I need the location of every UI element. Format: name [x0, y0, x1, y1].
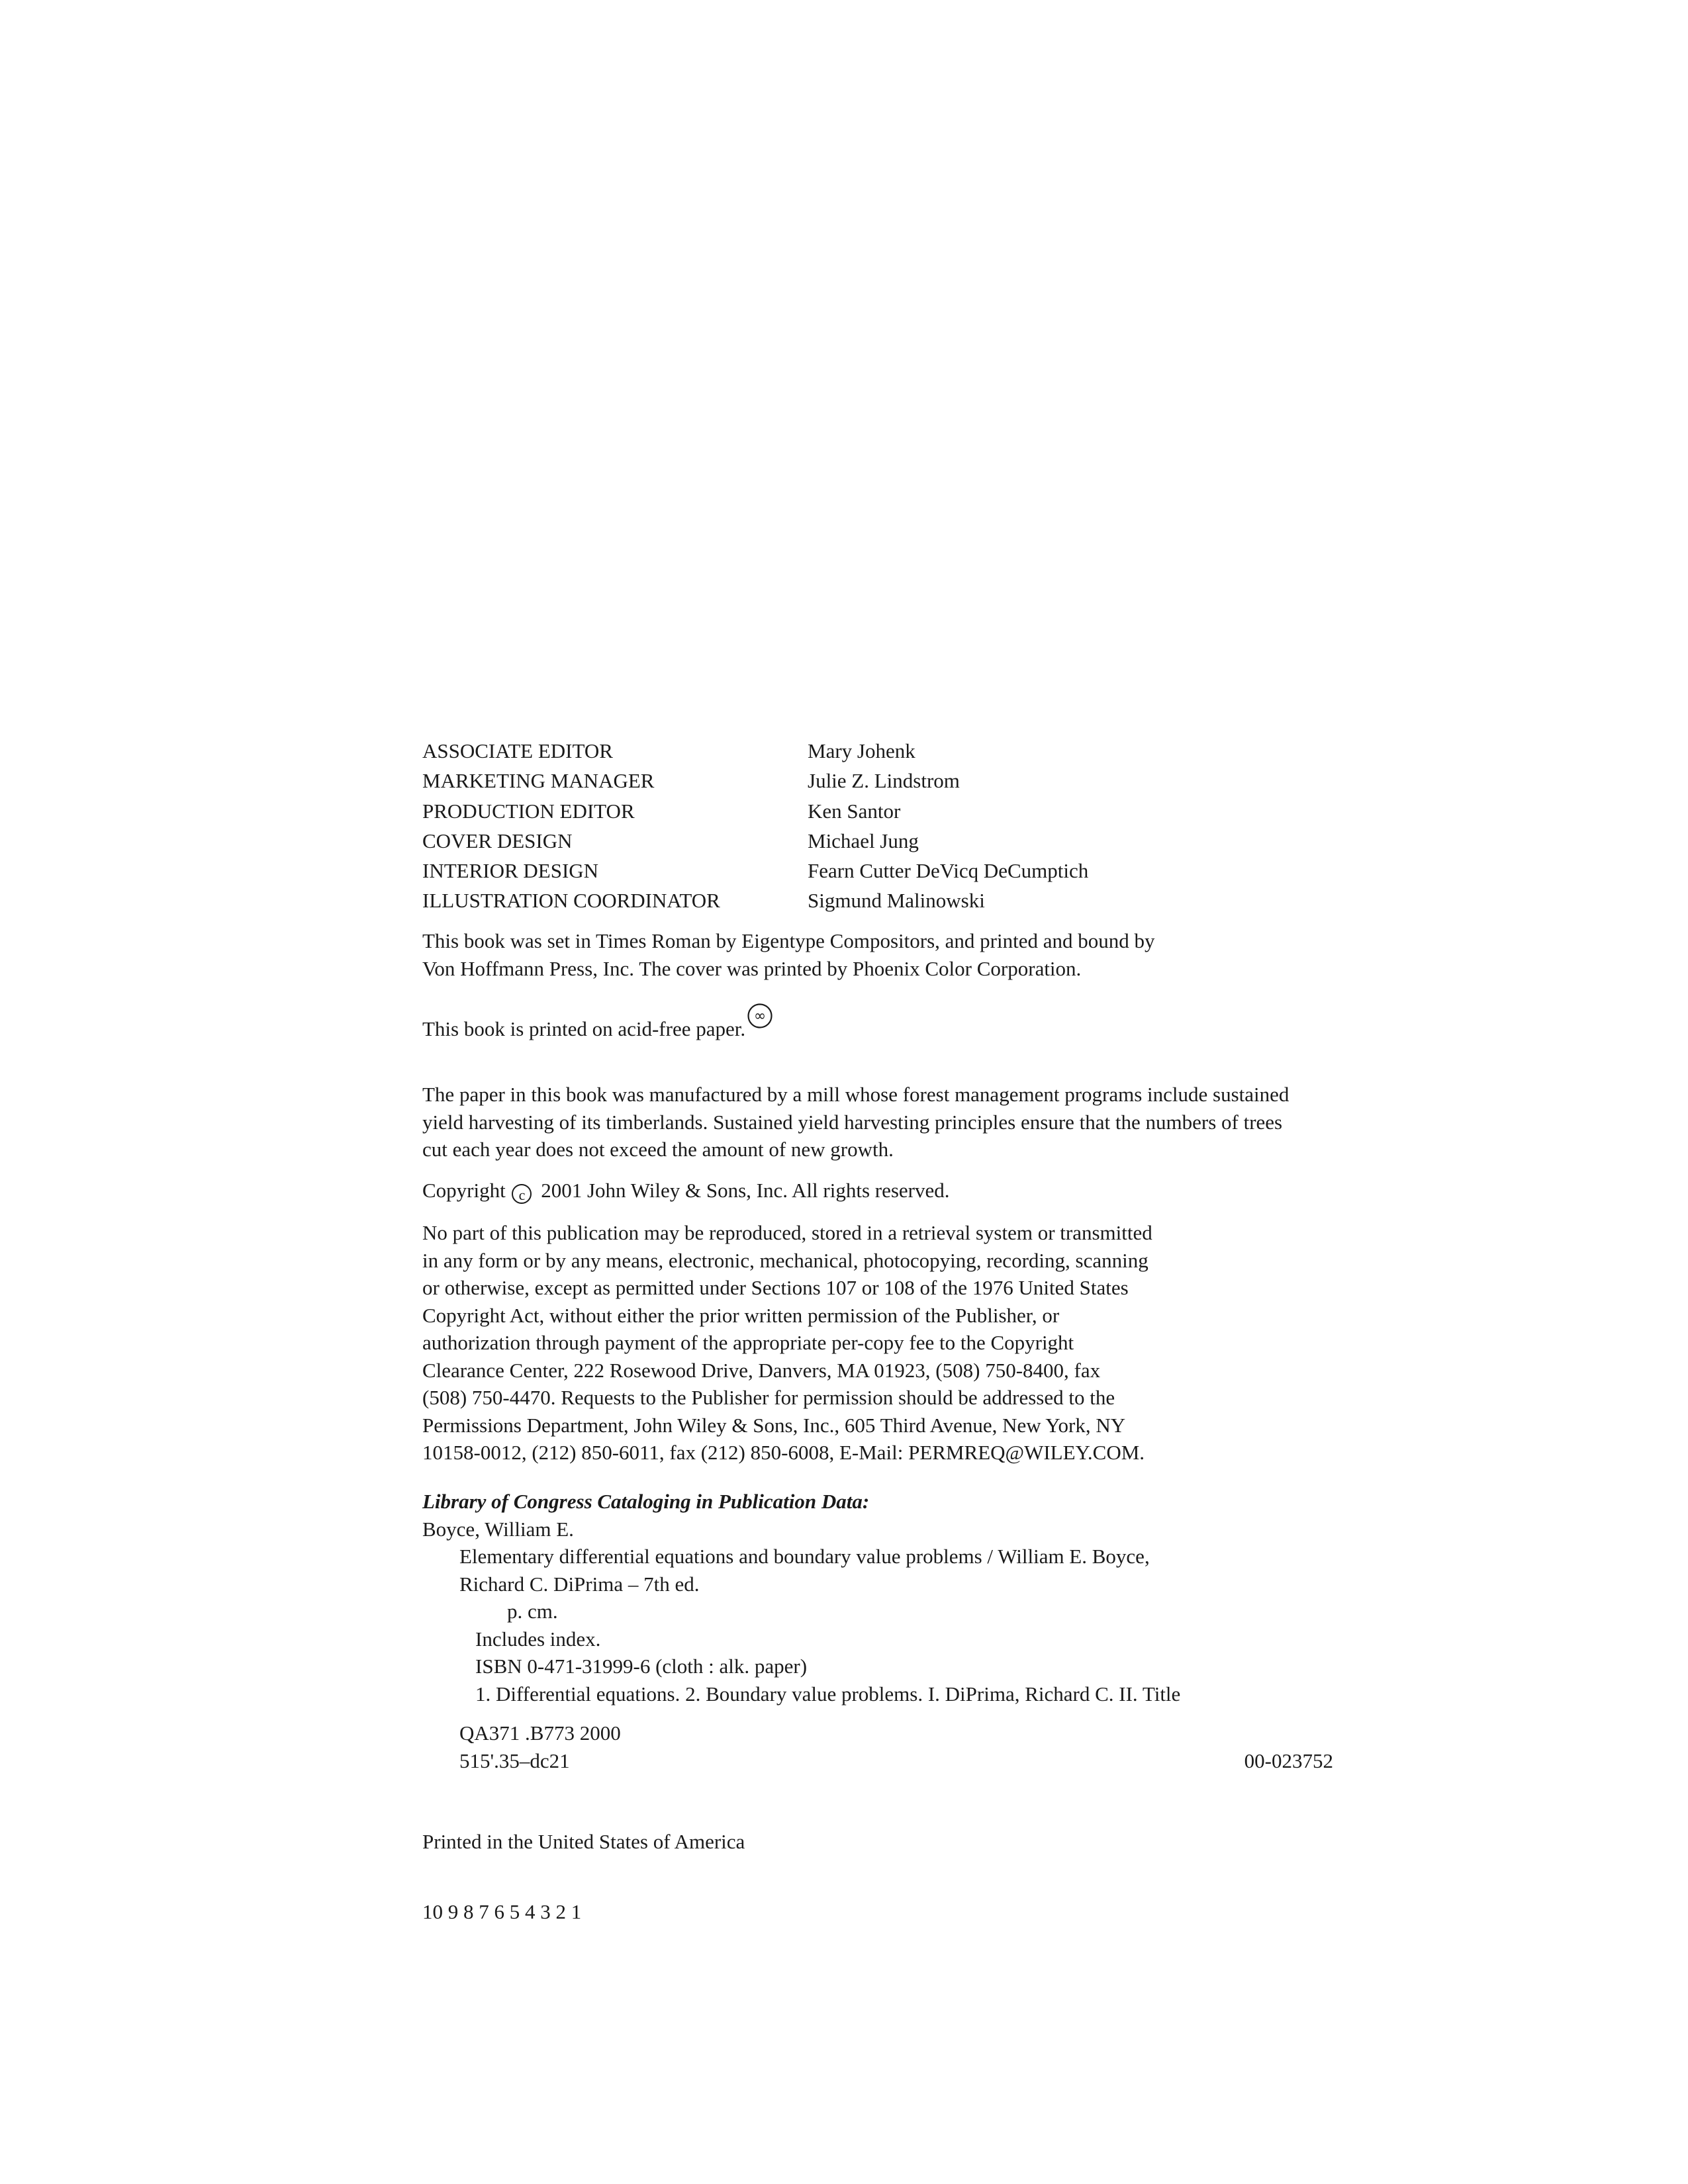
cataloging-title-line-2: Richard C. DiPrima – 7th ed.: [459, 1572, 700, 1596]
staff-name: Ken Santor: [808, 799, 901, 823]
copyright-text: 2001 John Wiley & Sons, Inc. All rights reserved.: [541, 1179, 950, 1202]
staff-role: PRODUCTION EDITOR: [422, 799, 635, 823]
printing-line: [422, 1898, 1362, 1926]
cataloging-heading: Library of Congress Cataloging in Publication Data:: [422, 1490, 870, 1513]
call-number: QA371 .B773 2000: [459, 1721, 621, 1745]
printing-line-text: 10 9 8 7 6 5 4 3 2 1: [422, 1900, 582, 1923]
cataloging-title-line-1: Elementary differential equations and boundary value problems / William E. Boyce,: [459, 1545, 1150, 1568]
permissions-line-7: (508) 750-4470. Requests to the Publisher for permission should be addressed to the: [422, 1386, 1115, 1409]
copyright-line: [422, 1177, 1362, 1205]
lccn: 00-023752: [1244, 1749, 1333, 1772]
acid-free-infinity-icon: [747, 1003, 773, 1036]
permissions-line-4: Copyright Act, without either the prior written permission of the Publisher, or: [422, 1303, 1060, 1327]
staff-row: [422, 766, 1362, 796]
staff-role: ASSOCIATE EDITOR: [422, 739, 613, 762]
dewey-number: 515'.35–dc21: [459, 1749, 570, 1772]
staff-row: [422, 886, 1362, 915]
staff-role: MARKETING MANAGER: [422, 769, 655, 793]
cataloging-pages: p. cm.: [507, 1600, 558, 1623]
cataloging-note-index: Includes index.: [475, 1627, 601, 1651]
staff-name: Julie Z. Lindstrom: [808, 769, 960, 793]
typesetting-note: [422, 927, 1362, 982]
staff-row: [422, 856, 1362, 886]
permissions-line-2: in any form or by any means, electronic, mechanical, photocopying, recording, scanning: [422, 1248, 1149, 1272]
staff-name: Sigmund Malinowski: [808, 889, 985, 913]
typesetting-line-2: Von Hoffmann Press, Inc. The cover was printed by Phoenix Color Corporation.: [422, 956, 1082, 980]
staff-row: [422, 796, 1362, 826]
printed-in-text: Printed in the United States of America: [422, 1830, 745, 1853]
staff-role: INTERIOR DESIGN: [422, 859, 599, 883]
paper-note-line-1: The paper in this book was manufactured by a mill whose forest management programs include sustained: [422, 1083, 1289, 1106]
copyright-prefix: Copyright: [422, 1179, 506, 1202]
cataloging-author: Boyce, William E.: [422, 1517, 574, 1541]
staff-row: [422, 826, 1362, 856]
typesetting-line-1: This book was set in Times Roman by Eigentype Compositors, and printed and bound by: [422, 929, 1155, 952]
staff-name: Mary Johenk: [808, 739, 915, 762]
permissions-line-9: 10158-0012, (212) 850-6011, fax (212) 850-6008, E-Mail: PERMREQ@WILEY.COM.: [422, 1441, 1145, 1464]
permissions-line-6: Clearance Center, 222 Rosewood Drive, Danvers, MA 01923, (508) 750-8400, fax: [422, 1358, 1101, 1382]
acid-free-note: [422, 1003, 1362, 1043]
paper-note: [422, 1081, 1362, 1163]
classification: [422, 1719, 1362, 1774]
acid-free-text: This book is printed on acid-free paper.: [422, 1017, 746, 1040]
copyright-symbol-icon: c: [512, 1184, 532, 1204]
cataloging-data: [422, 1488, 1362, 1707]
permissions-line-5: authorization through payment of the appropriate per-copy fee to the Copyright: [422, 1331, 1074, 1354]
paper-note-line-3: cut each year does not exceed the amount of new growth.: [422, 1138, 894, 1161]
paper-note-line-2: yield harvesting of its timberlands. Sustained yield harvesting principles ensure that the numbers of trees: [422, 1110, 1283, 1134]
dewey-row: [422, 1747, 1333, 1775]
staff-role: ILLUSTRATION COORDINATOR: [422, 889, 720, 913]
permissions-statement: [422, 1219, 1362, 1467]
permissions-line-1: No part of this publication may be reproduced, stored in a retrieval system or transmitted: [422, 1221, 1152, 1244]
cataloging-note-subjects: 1. Differential equations. 2. Boundary value problems. I. DiPrima, Richard C. II. Title: [475, 1682, 1181, 1706]
permissions-line-8: Permissions Department, John Wiley & Sons, Inc., 605 Third Avenue, New York, NY: [422, 1413, 1126, 1437]
printed-in: [422, 1828, 1362, 1856]
staff-row: [422, 736, 1362, 766]
svg-text:∞: ∞: [753, 1008, 767, 1024]
staff-role: COVER DESIGN: [422, 829, 573, 852]
cataloging-note-isbn: ISBN 0-471-31999-6 (cloth : alk. paper): [475, 1655, 808, 1678]
staff-name: Michael Jung: [808, 829, 919, 852]
staff-credits: [422, 736, 1362, 916]
staff-name: Fearn Cutter DeVicq DeCumptich: [808, 859, 1089, 883]
permissions-line-3: or otherwise, except as permitted under Sections 107 or 108 of the 1976 United States: [422, 1276, 1129, 1299]
